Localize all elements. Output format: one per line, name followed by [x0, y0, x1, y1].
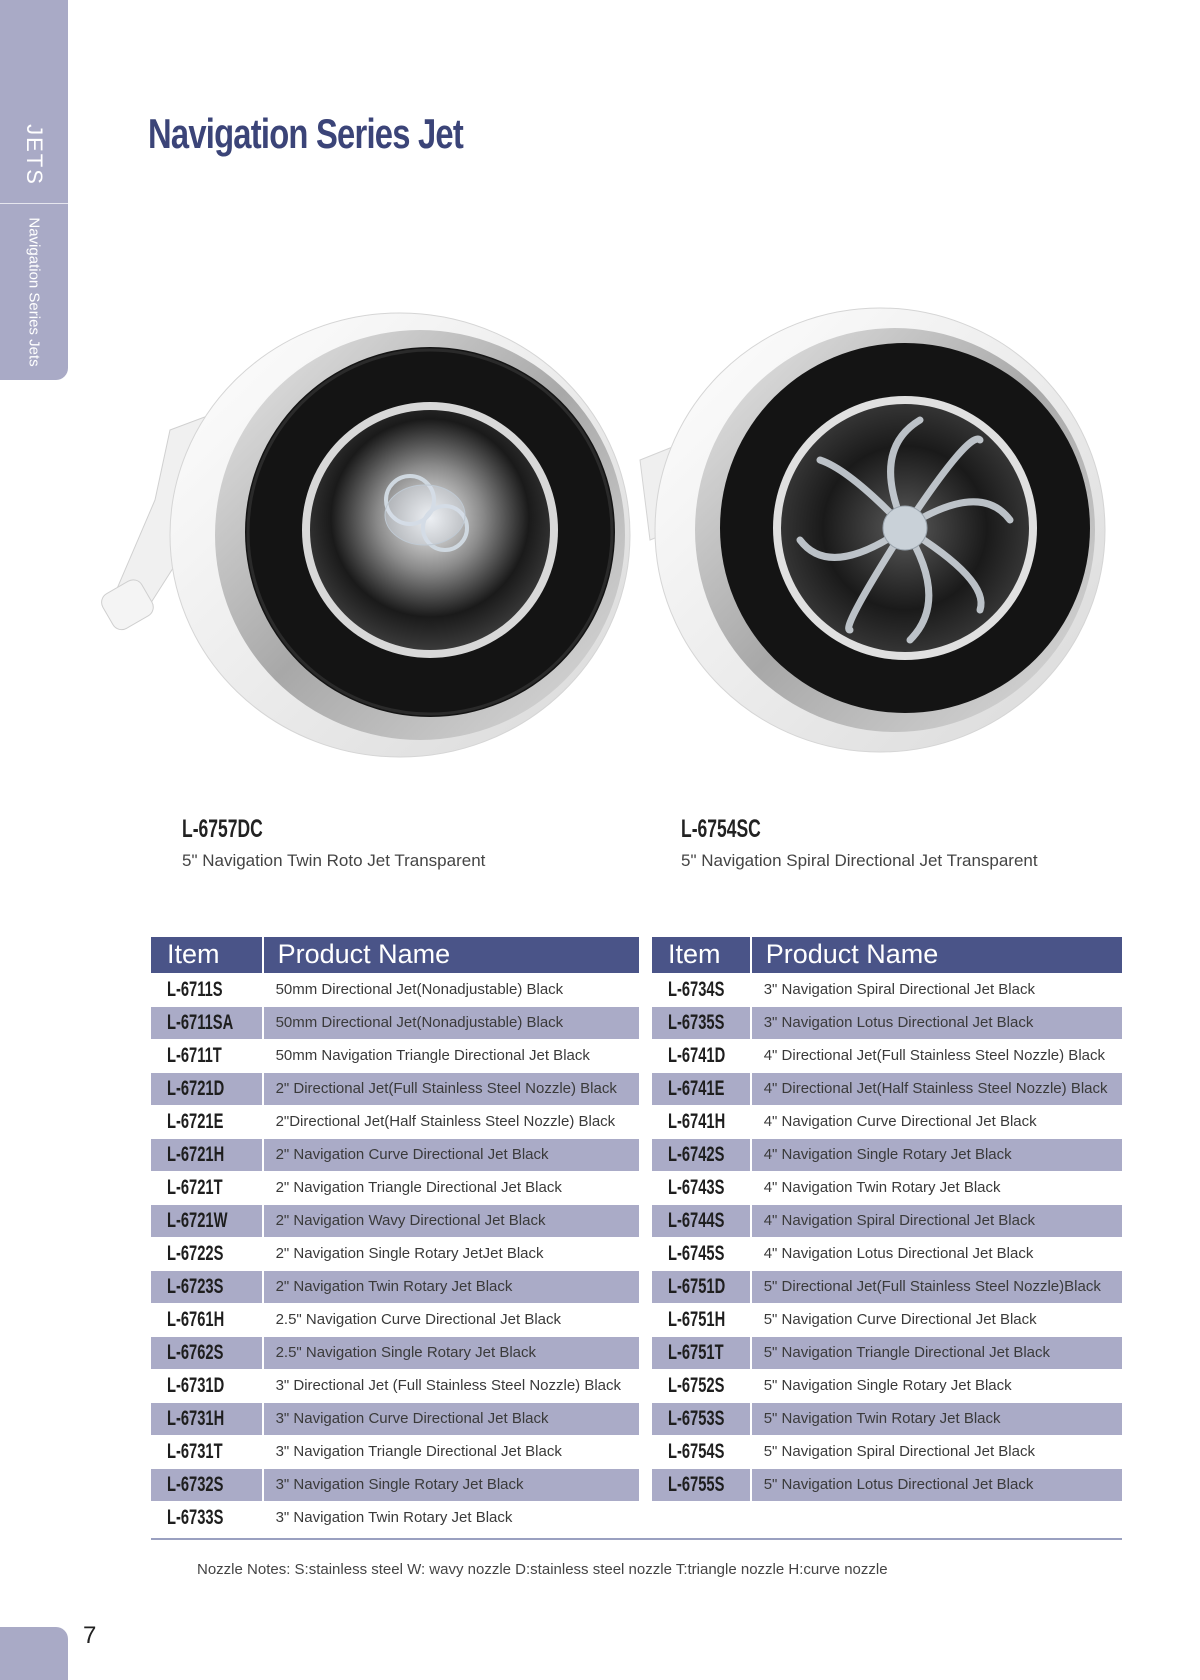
table-row [652, 1270, 1122, 1303]
item-code [652, 1171, 751, 1204]
item-code-text: L-6753S [668, 1406, 725, 1430]
item-code-text: L-6744S [668, 1208, 725, 1232]
table-row [151, 1171, 639, 1204]
table-row [151, 1303, 639, 1336]
item-code [652, 1006, 751, 1039]
item-code-text: L-6751T [668, 1340, 724, 1364]
item-code-text: L-6743S [668, 1175, 725, 1199]
header-product-name: Product Name [263, 937, 639, 973]
item-code [151, 1237, 263, 1270]
item-code-text: L-6751H [668, 1307, 726, 1331]
item-code [151, 1204, 263, 1237]
product-table-right [652, 937, 1122, 1501]
product-name: 5" Directional Jet(Full Stainless Steel Nozzle)Black [751, 1270, 1122, 1303]
item-code [652, 1204, 751, 1237]
table-row [151, 1402, 639, 1435]
item-code [151, 1303, 263, 1336]
sidebar-category: JETS [22, 124, 47, 186]
item-code [652, 1468, 751, 1501]
product-name: 5" Navigation Curve Directional Jet Black [751, 1303, 1122, 1336]
table-row [151, 1237, 639, 1270]
product-name: 2" Navigation Twin Rotary Jet Black [263, 1270, 639, 1303]
table-header-row [151, 937, 639, 973]
item-code [151, 1435, 263, 1468]
table-row [652, 1303, 1122, 1336]
item-code [151, 1072, 263, 1105]
table-row [151, 1501, 639, 1534]
table-row [652, 1237, 1122, 1270]
product-name: 3" Navigation Spiral Directional Jet Black [751, 973, 1122, 1006]
item-code [652, 1237, 751, 1270]
item-code-text: L-6734S [668, 977, 725, 1001]
table-bottom-rule [151, 1538, 1122, 1540]
product-name: 2" Directional Jet(Full Stainless Steel Nozzle) Black [263, 1072, 639, 1105]
item-code-text: L-6732S [167, 1472, 224, 1496]
item-code [151, 1270, 263, 1303]
table-row [151, 1105, 639, 1138]
item-code-text: L-6711SA [167, 1010, 234, 1034]
featured-product-code: L-6754SC [681, 815, 761, 843]
product-name: 3" Navigation Lotus Directional Jet Black [751, 1006, 1122, 1039]
table-row [151, 973, 639, 1006]
item-code-text: L-6721H [167, 1142, 225, 1166]
sidebar-subcategory: Navigation Series Jets [25, 217, 43, 367]
product-image-spiral-directional-jet [620, 300, 1120, 780]
table-row [151, 1204, 639, 1237]
table-row [151, 1336, 639, 1369]
product-name: 5" Navigation Single Rotary Jet Black [751, 1369, 1122, 1402]
item-code-text: L-6721T [167, 1175, 223, 1199]
product-image-twin-roto-jet [100, 300, 640, 780]
table-row [151, 1270, 639, 1303]
item-code [652, 1402, 751, 1435]
table-row [652, 1072, 1122, 1105]
sidebar-divider [0, 203, 68, 204]
item-code-text: L-6721E [167, 1109, 224, 1133]
table-row [151, 1039, 639, 1072]
item-code-text: L-6741D [668, 1043, 726, 1067]
table-row [652, 1369, 1122, 1402]
item-code [652, 1435, 751, 1468]
product-name: 2.5" Navigation Curve Directional Jet Black [263, 1303, 639, 1336]
item-code [652, 1138, 751, 1171]
item-code-text: L-6722S [167, 1241, 224, 1265]
item-code-text: L-6754S [668, 1439, 725, 1463]
item-code [151, 1138, 263, 1171]
item-code-text: L-6742S [668, 1142, 725, 1166]
product-name: 5" Navigation Triangle Directional Jet Black [751, 1336, 1122, 1369]
featured-product-code: L-6757DC [182, 815, 263, 843]
item-code [151, 1336, 263, 1369]
item-code-text: L-6762S [167, 1340, 224, 1364]
page-number: 7 [83, 1622, 97, 1649]
item-code-text: L-6721W [167, 1208, 228, 1232]
product-name: 3" Navigation Single Rotary Jet Black [263, 1468, 639, 1501]
product-name: 5" Navigation Lotus Directional Jet Black [751, 1468, 1122, 1501]
product-name: 50mm Directional Jet(Nonadjustable) Black [263, 973, 639, 1006]
product-name: 2" Navigation Single Rotary JetJet Black [263, 1237, 639, 1270]
table-row [652, 1039, 1122, 1072]
product-name: 50mm Navigation Triangle Directional Jet Black [263, 1039, 639, 1072]
table-row [652, 1171, 1122, 1204]
table-row [652, 1402, 1122, 1435]
item-code-text: L-6721D [167, 1076, 225, 1100]
item-code-text: L-6731H [167, 1406, 225, 1430]
item-code-text: L-6755S [668, 1472, 725, 1496]
product-name: 4" Navigation Twin Rotary Jet Black [751, 1171, 1122, 1204]
item-code [652, 1369, 751, 1402]
product-name: 2" Navigation Curve Directional Jet Black [263, 1138, 639, 1171]
product-name: 2" Navigation Triangle Directional Jet Black [263, 1171, 639, 1204]
product-name: 3" Navigation Twin Rotary Jet Black [263, 1501, 639, 1534]
item-code-text: L-6741H [668, 1109, 726, 1133]
product-name: 3" Navigation Triangle Directional Jet Black [263, 1435, 639, 1468]
table-row [151, 1369, 639, 1402]
table-row [151, 1006, 639, 1039]
table-row [151, 1138, 639, 1171]
table-row [151, 1435, 639, 1468]
product-name: 4" Navigation Curve Directional Jet Black [751, 1105, 1122, 1138]
item-code-text: L-6751D [668, 1274, 726, 1298]
product-name: 3" Directional Jet (Full Stainless Steel Nozzle) Black [263, 1369, 639, 1402]
product-table-left [151, 937, 639, 1534]
header-item: Item [167, 939, 220, 970]
item-code [652, 973, 751, 1006]
page-title: Navigation Series Jet [148, 110, 463, 157]
table-row [151, 1072, 639, 1105]
product-name: 5" Navigation Twin Rotary Jet Black [751, 1402, 1122, 1435]
featured-product-description: 5" Navigation Spiral Directional Jet Transparent [681, 851, 1038, 870]
item-code [151, 1105, 263, 1138]
item-code [151, 1468, 263, 1501]
product-name: 2.5" Navigation Single Rotary Jet Black [263, 1336, 639, 1369]
item-code-text: L-6711S [167, 977, 223, 1001]
product-name: 50mm Directional Jet(Nonadjustable) Black [263, 1006, 639, 1039]
table-row [652, 1435, 1122, 1468]
item-code [151, 1369, 263, 1402]
product-name: 4" Navigation Lotus Directional Jet Black [751, 1237, 1122, 1270]
product-name: 2"Directional Jet(Half Stainless Steel Nozzle) Black [263, 1105, 639, 1138]
product-name: 4" Navigation Single Rotary Jet Black [751, 1138, 1122, 1171]
product-name: 2" Navigation Wavy Directional Jet Black [263, 1204, 639, 1237]
product-name: 4" Navigation Spiral Directional Jet Black [751, 1204, 1122, 1237]
nozzle-notes: Nozzle Notes: S:stainless steel W: wavy nozzle D:stainless steel nozzle T:triangle nozzle H:curve nozzle [197, 1561, 888, 1578]
item-code [652, 1336, 751, 1369]
item-code-text: L-6735S [668, 1010, 725, 1034]
header-item: Item [668, 939, 721, 970]
item-code [652, 1072, 751, 1105]
table-header-row [652, 937, 1122, 973]
table-row [652, 1204, 1122, 1237]
table-row [652, 1138, 1122, 1171]
item-code-text: L-6731D [167, 1373, 225, 1397]
item-code-text: L-6752S [668, 1373, 725, 1397]
item-code [151, 1402, 263, 1435]
table-row [151, 1468, 639, 1501]
header-product-name: Product Name [751, 937, 1122, 973]
item-code-text: L-6723S [167, 1274, 224, 1298]
item-code-text: L-6733S [167, 1505, 224, 1529]
product-name: 3" Navigation Curve Directional Jet Black [263, 1402, 639, 1435]
item-code-text: L-6731T [167, 1439, 223, 1463]
item-code-text: L-6711T [167, 1043, 222, 1067]
sidebar [0, 0, 68, 1680]
sidebar-footer-tab [0, 1627, 68, 1680]
item-code [151, 1006, 263, 1039]
item-code [652, 1105, 751, 1138]
item-code [652, 1039, 751, 1072]
item-code [151, 973, 263, 1006]
item-code [151, 1039, 263, 1072]
item-code [652, 1303, 751, 1336]
table-row [652, 973, 1122, 1006]
item-code [652, 1270, 751, 1303]
table-row [652, 1006, 1122, 1039]
table-row [652, 1468, 1122, 1501]
sidebar-category-tab [0, 0, 68, 380]
item-code [151, 1171, 263, 1204]
item-code-text: L-6741E [668, 1076, 725, 1100]
item-code-text: L-6761H [167, 1307, 225, 1331]
product-name: 4" Directional Jet(Full Stainless Steel Nozzle) Black [751, 1039, 1122, 1072]
item-code-text: L-6745S [668, 1241, 725, 1265]
table-row [652, 1336, 1122, 1369]
table-row [652, 1105, 1122, 1138]
product-name: 4" Directional Jet(Half Stainless Steel Nozzle) Black [751, 1072, 1122, 1105]
item-code [151, 1501, 263, 1534]
product-name: 5" Navigation Spiral Directional Jet Black [751, 1435, 1122, 1468]
featured-product-description: 5" Navigation Twin Roto Jet Transparent [182, 851, 486, 870]
